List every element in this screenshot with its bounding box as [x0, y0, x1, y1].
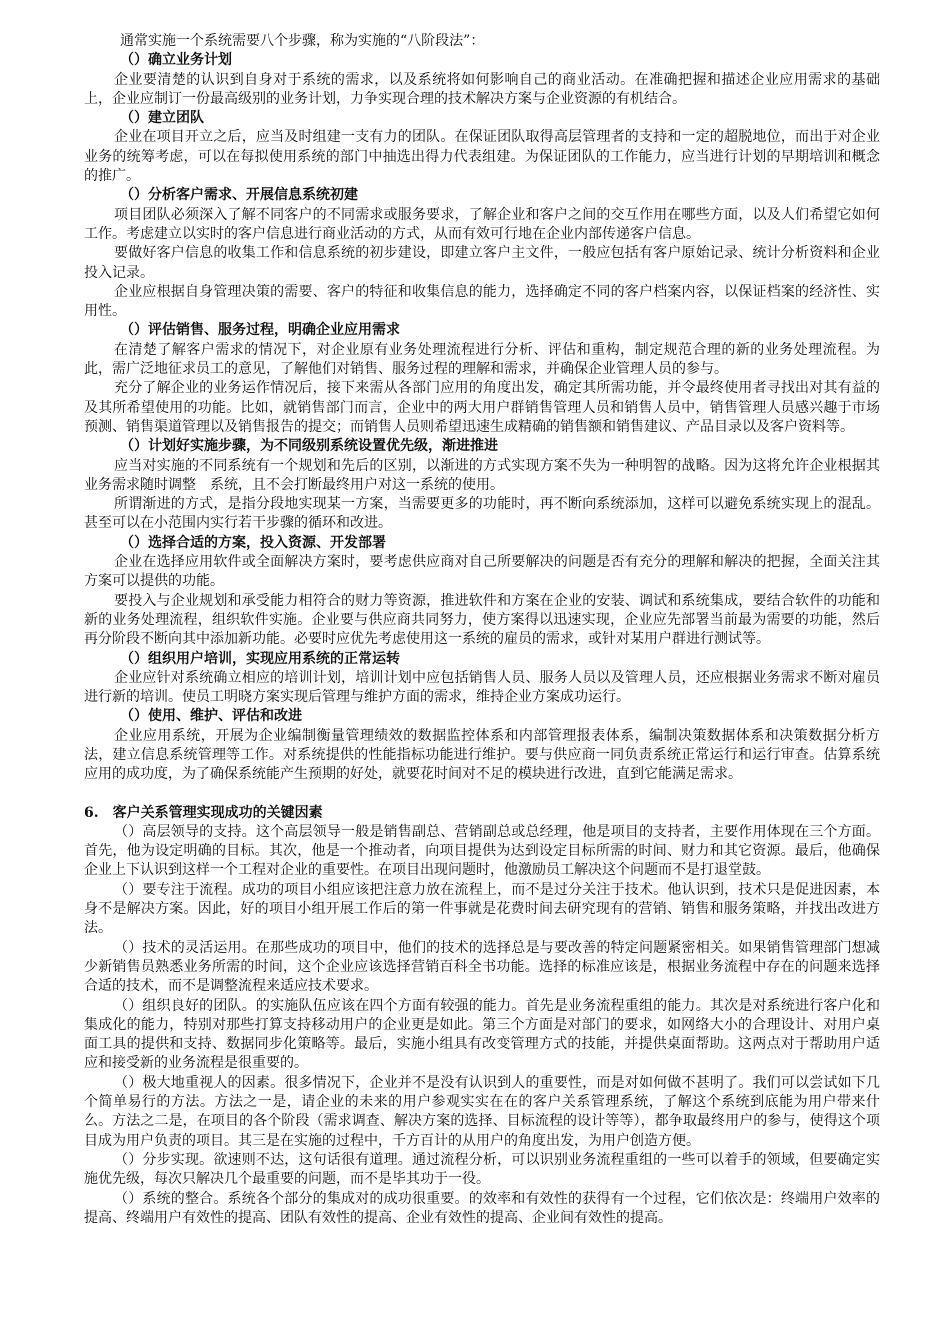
step-heading: （）确立业务计划 [120, 52, 232, 69]
step-paragraph: 所谓渐进的方式，是指分段地实现某一方案，当需要更多的功能时，再不断向系统添加，这样可以避免系统实现上的混乱。甚至可以在小范围内实行若干步骤的循环和改进。 [84, 496, 880, 532]
factor-paragraph: （）技术的灵活运用。在那些成功的项目中，他们的技术的选择总是与要改善的特定问题紧密相关。如果销售管理部门想减少新销售员熟悉业务所需的时间，这个企业应该选择营销百科全书功能。选择的标准应该是，根据业务流程中存在的问题来选择合适的技术，而不是调整流程来适应技术要求。 [84, 939, 880, 995]
step-paragraph: 企业在项目开立之后，应当及时组建一支有力的团队。在保证团队取得高层管理者的支持和一定的超脱地位，而出于对企业业务的统筹考虑，可以在每拟使用系统的部门中抽选出得力代表组建。为保证团队的工作能力，应当进行计划的早期培训和概念的推广。 [84, 129, 880, 185]
step-paragraph: 在清楚了解客户需求的情况下，对企业原有业务处理流程进行分析、评估和重构，制定规范合理的新的业务处理流程。为此，需广泛地征求员工的意见，了解他们对销售、服务过程的理解和需求，并确保企业管理人员的参与。 [84, 341, 880, 378]
step-heading: （）计划好实施步骤，为不同级别系统设置优先级，渐进推进 [120, 438, 498, 455]
step-paragraph: 应当对实施的不同系统有一个规划和先后的区别，以渐进的方式实现方案不失为一种明智的战略。因为这将允许企业根据其业务需求随时调整 系统，且不会打断最终用户对这一系统的使用。 [84, 457, 880, 493]
step-paragraph: 企业应针对系统确立相应的培训计划，培训计划中应包括销售人员、服务人员以及管理人员，还应根据业务需求不断对雇员进行新的培训。使员工明晓方案实现后管理与维护方面的需求，维持企业方案成功运行。 [84, 669, 880, 706]
step-heading: （）选择合适的方案，投入资源、开发部署 [120, 534, 386, 551]
factor-paragraph: （）系统的整合。系统各个部分的集成对的成功很重要。的效率和有效性的获得有一个过程，它们依次是：终端用户效率的提高、终端用户有效性的提高、团队有效性的提高、企业有效性的提高、企业间有效性的提高。 [84, 1190, 880, 1226]
section-6-title: 6. 客户关系管理实现成功的关键因素 [84, 804, 323, 821]
step-paragraph: 要投入与企业规划和承受能力相符合的财力等资源，推进软件和方案在企业的安装、调试和系统集成，要结合软件的功能和新的业务处理流程，组织软件实施。企业要与供应商共同努力，使方案得以迅速实现，企业应先部署当前最为需要的功能，然后再分阶段不断向其中添加新功能。必要时应优先考虑使用这一系统的雇员的需求，或针对某用户群进行测试等。 [84, 592, 880, 648]
step-paragraph: 企业应根据自身管理决策的需要、客户的特征和收集信息的能力，选择确定不同的客户档案内容，以保证档案的经济性、实用性。 [84, 283, 880, 320]
intro-paragraph: 通常实施一个系统需要八个步骤，称为实施的“八阶段法”： [120, 33, 485, 49]
step-paragraph: 企业在选择应用软件或全面解决方案时，要考虑供应商对自己所要解决的问题是否有充分的理解和解决的把握，全面关注其方案可以提供的功能。 [84, 554, 880, 590]
step-paragraph: 企业要清楚的认识到自身对于系统的需求，以及系统将如何影响自己的商业活动。在准确把握和描述企业应用需求的基础上，企业应制订一份最高级别的业务计划，力争实现合理的技术解决方案与企业资源的有机结合。 [84, 71, 880, 107]
step-heading: （）组织用户培训，实现应用系统的正常运转 [120, 650, 400, 667]
factor-paragraph: （）分步实现。欲速则不达，这句话很有道理。通过流程分析，可以识别业务流程重组的一些可以着手的领域，但要确定实施优先级，每次只解决几个最重要的问题，而不是毕其功于一役。 [84, 1151, 880, 1188]
factor-paragraph: （）高层领导的支持。这个高层领导一般是销售副总、营销副总或总经理，他是项目的支持者，主要作用体现在三个方面。首先，他为设定明确的目标。其次，他是一个推动者，向项目提供为达到设定目标所需的时间、财力和其它资源。最后，他确保企业上下认识到这样一个工程对企业的重要性。在项目出现问题时，他激励员工解决这个问题而不是打退堂鼓。 [84, 823, 880, 879]
step-heading: （）评估销售、服务过程，明确企业应用需求 [120, 322, 400, 339]
step-heading: （）分析客户需求、开展信息系统初建 [120, 187, 358, 204]
step-paragraph: 项目团队必须深入了解不同客户的不同需求或服务要求，了解企业和客户之间的交互作用在哪些方面，以及人们希望它如何工作。考虑建立以实时的客户信息进行商业活动的方式，从而有效可行地在企业内部传递客户信息。 [84, 206, 880, 242]
step-heading: （）建立团队 [120, 110, 204, 127]
factor-paragraph: （）组织良好的团队。的实施队伍应该在四个方面有较强的能力。首先是业务流程重组的能力。其次是对系统进行客户化和集成化的能力，特别对那些打算支持移动用户的企业更是如此。第三个方面是对部门的要求，如网络大小的合理设计、对用户桌面工具的提供和支持、数据同步化策略等。最后，实施小组具有改变管理方式的技能，并提供桌面帮助。这两点对于帮助用户适应和接受新的业务流程是很重要的。 [84, 997, 880, 1072]
step-paragraph: 企业应用系统，开展为企业编制衡量管理绩效的数据监控体系和内部管理报表体系，编制决策数据体系和决策数据分析方法，建立信息系统管理等工作。对系统提供的性能指标功能进行维护。要与供应商一同负责系统正常运行和运行审查。估算系统应用的成功度，为了确保系统能产生预期的好处，就要花时间对不足的模块进行改进，直到它能满足需求。 [84, 727, 880, 783]
step-paragraph: 要做好客户信息的收集工作和信息系统的初步建设，即建立客户主文件，一般应包括有客户原始记录、统计分析资料和企业投入记录。 [84, 245, 880, 281]
factor-paragraph: （）极大地重视人的因素。很多情况下，企业并不是没有认识到人的重要性，而是对如何做不甚明了。我们可以尝试如下几个简单易行的方法。方法之一是，请企业的未来的用户参观实实在在的客户关系管理系统，了解这个系统到底能为用户带来什么。方法之二是，在项目的各个阶段（需求调查、解决方案的选择、目标流程的设计等等），都争取最终用户的参与，使得这个项目成为用户负责的项目。其三是在实施的过程中，千方百计的从用户的角度出发，为用户创造方便。 [84, 1074, 880, 1149]
factor-paragraph: （）要专注于流程。成功的项目小组应该把注意力放在流程上，而不是过分关注于技术。他认识到，技术只是促进因素，本身不是解决方案。因此，好的项目小组开展工作后的第一件事就是花费时间去研究现有的营销、销售和服务策略，并找出改进方法。 [84, 881, 880, 937]
implementation-steps [84, 51, 880, 784]
section-6-body [84, 823, 880, 1228]
step-heading: （）使用、维护、评估和改进 [120, 708, 302, 725]
step-paragraph: 充分了解企业的业务运作情况后，接下来需从各部门应用的角度出发，确定其所需功能，并令最终使用者寻找出对其有益的及其所希望使用的功能。比如，就销售部门而言，企业中的两大用户群销售管理人员和销售人员中，销售管理人员感兴趣于市场预测、销售渠道管理以及销售报告的提交；而销售人员则希望迅速生成精确的销售额和销售建议、产品目录以及客户资料等。 [84, 380, 880, 435]
